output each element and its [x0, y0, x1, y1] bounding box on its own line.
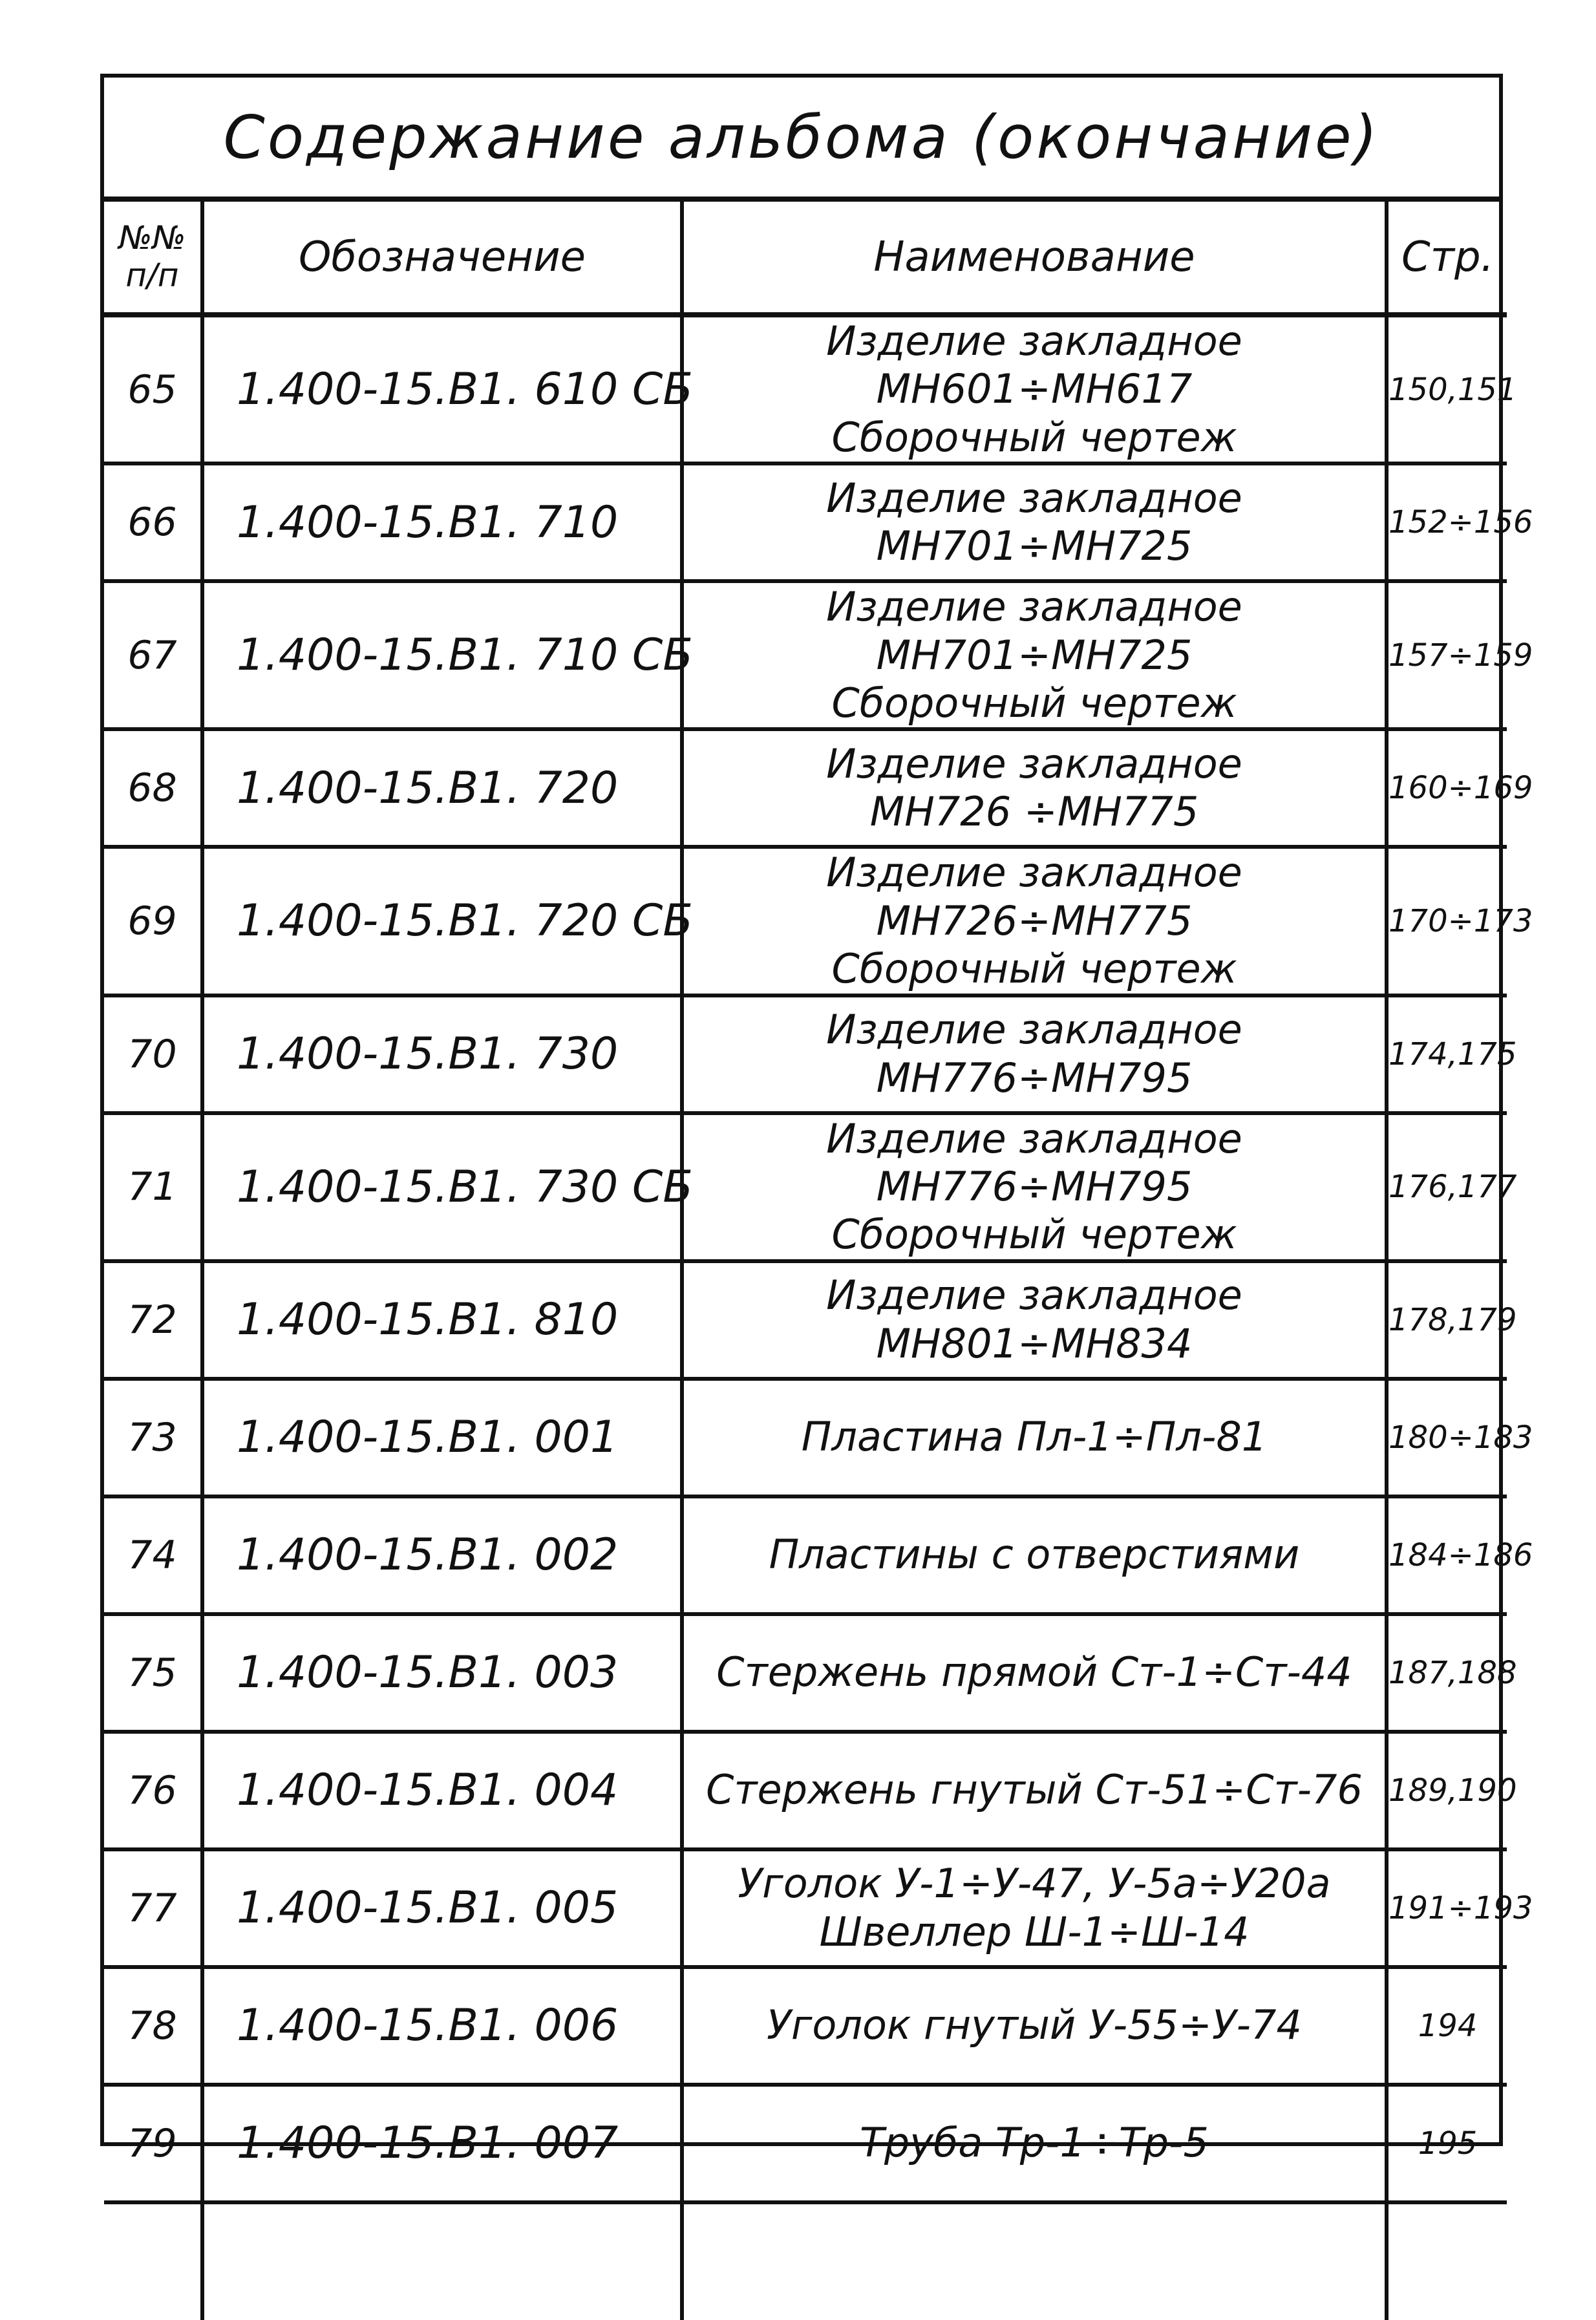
row-name-line: Труба Тр-1÷Тр-5	[860, 2119, 1209, 2167]
table-row	[104, 729, 1507, 847]
row-number: 78	[104, 1967, 202, 2085]
row-name-line: Сборочный чертеж	[831, 679, 1237, 727]
row-designation: 1.400-15.В1. 730	[202, 995, 682, 1113]
row-name-line: Пластина Пл-1÷Пл-81	[801, 1413, 1268, 1461]
row-number: 68	[104, 729, 202, 847]
row-number: 72	[104, 1261, 202, 1379]
row-designation: 1.400-15.В1. 810	[202, 1261, 682, 1379]
row-name-line: Изделие закладное	[826, 1272, 1242, 1319]
row-number: 79	[104, 2085, 202, 2202]
empty-cell	[682, 2202, 1387, 2320]
page-column-header: Стр.	[1387, 202, 1507, 315]
row-designation: 1.400-15.В1. 610 СБ	[202, 315, 682, 463]
row-name	[682, 1967, 1387, 2085]
row-designation: 1.400-15.В1. 710	[202, 463, 682, 581]
row-designation: 1.400-15.В1. 007	[202, 2085, 682, 2202]
row-name	[682, 847, 1387, 995]
table-row	[104, 2085, 1507, 2202]
row-page: 194	[1387, 1967, 1507, 2085]
row-name-line: Пластины с отверстиями	[769, 1531, 1300, 1579]
row-name-line: Уголок У-1÷У-47, У-5а÷У20а	[738, 1860, 1331, 1908]
empty-row	[104, 2202, 1507, 2320]
row-number: 76	[104, 1732, 202, 1849]
row-number: 75	[104, 1614, 202, 1732]
row-name	[682, 1849, 1387, 1967]
row-number: 66	[104, 463, 202, 581]
table-row	[104, 1496, 1507, 1614]
row-page: 150,151	[1387, 315, 1507, 463]
row-designation: 1.400-15.В1. 720 СБ	[202, 847, 682, 995]
table-row	[104, 1614, 1507, 1732]
table-row	[104, 847, 1507, 995]
row-page: 170÷173	[1387, 847, 1507, 995]
row-name	[682, 1261, 1387, 1379]
row-name-line: Сборочный чертеж	[831, 413, 1237, 461]
row-name-line: Стержень прямой Ст-1÷Ст-44	[716, 1648, 1352, 1696]
row-page: 189,190	[1387, 1732, 1507, 1849]
number-header-line1: №№	[118, 219, 186, 257]
row-name-line: Уголок гнутый У-55÷У-74	[767, 2001, 1302, 2049]
row-page: 187,188	[1387, 1614, 1507, 1732]
contents-table	[104, 202, 1533, 2320]
row-page: 195	[1387, 2085, 1507, 2202]
empty-cell	[202, 2202, 682, 2320]
number-header-line2: п/п	[125, 256, 179, 294]
row-name-line: Изделие закладное МН776÷МН795	[826, 1114, 1242, 1210]
row-name-line: МН801÷МН834	[876, 1319, 1193, 1367]
contents-sheet	[100, 74, 1533, 2169]
number-column-header	[104, 202, 202, 315]
row-name	[682, 463, 1387, 581]
row-page: 191÷193	[1387, 1849, 1507, 1967]
row-name-line: Изделие закладное	[826, 740, 1242, 787]
row-page: 178,179	[1387, 1261, 1507, 1379]
row-designation: 1.400-15.В1. 006	[202, 1967, 682, 2085]
empty-cell	[1387, 2202, 1507, 2320]
table-row	[104, 1967, 1507, 2085]
row-designation: 1.400-15.В1. 720	[202, 729, 682, 847]
row-number: 77	[104, 1849, 202, 1967]
row-page: 157÷159	[1387, 581, 1507, 729]
row-name-line: МН701÷МН725	[876, 522, 1193, 570]
row-name-line: Изделие закладное МН601÷МН617	[826, 317, 1242, 413]
row-page: 176,177	[1387, 1113, 1507, 1261]
row-name	[682, 1113, 1387, 1261]
designation-column-header: Обозначение	[202, 202, 682, 315]
row-name-line: Сборочный чертеж	[831, 1211, 1237, 1259]
row-designation: 1.400-15.В1. 001	[202, 1379, 682, 1496]
row-designation: 1.400-15.В1. 003	[202, 1614, 682, 1732]
row-page: 184÷186	[1387, 1496, 1507, 1614]
row-name	[682, 315, 1387, 463]
row-name-line: Стержень гнутый Ст-51÷Ст-76	[706, 1766, 1363, 1814]
table-row	[104, 581, 1507, 729]
row-designation: 1.400-15.В1. 730 СБ	[202, 1113, 682, 1261]
row-name	[682, 1379, 1387, 1496]
row-name	[682, 1496, 1387, 1614]
row-name-line: Изделие закладное МН726÷МН775	[826, 849, 1242, 944]
table-row	[104, 315, 1507, 463]
row-name-line: Сборочный чертеж	[831, 945, 1237, 993]
row-number: 65	[104, 315, 202, 463]
row-name-line: МН776÷МН795	[876, 1054, 1193, 1101]
row-name	[682, 1614, 1387, 1732]
empty-cell	[104, 2202, 202, 2320]
row-name-line: Изделие закладное	[826, 1006, 1242, 1054]
name-column-header: Наименование	[682, 202, 1387, 315]
row-number: 67	[104, 581, 202, 729]
page-title: Содержание альбома (окончание)	[104, 78, 1499, 202]
row-name	[682, 729, 1387, 847]
row-name	[682, 1732, 1387, 1849]
table-row	[104, 1113, 1507, 1261]
table-row	[104, 1379, 1507, 1496]
row-name-line: МН726 ÷МН775	[869, 788, 1199, 836]
row-number: 70	[104, 995, 202, 1113]
row-designation: 1.400-15.В1. 004	[202, 1732, 682, 1849]
row-page: 180÷183	[1387, 1379, 1507, 1496]
row-page: 152÷156	[1387, 463, 1507, 581]
row-name	[682, 995, 1387, 1113]
header-row	[104, 202, 1507, 315]
table-row	[104, 1261, 1507, 1379]
row-name-line: Изделие закладное МН701÷МН725	[826, 583, 1242, 679]
row-number: 74	[104, 1496, 202, 1614]
row-name-line: Швеллер Ш-1÷Ш-14	[819, 1908, 1250, 1955]
row-designation: 1.400-15.В1. 002	[202, 1496, 682, 1614]
row-name	[682, 581, 1387, 729]
table-row	[104, 995, 1507, 1113]
row-page: 160÷169	[1387, 729, 1507, 847]
row-designation: 1.400-15.В1. 710 СБ	[202, 581, 682, 729]
row-designation: 1.400-15.В1. 005	[202, 1849, 682, 1967]
row-number: 69	[104, 847, 202, 995]
table-row	[104, 1849, 1507, 1967]
table-row	[104, 463, 1507, 581]
row-page: 174,175	[1387, 995, 1507, 1113]
row-name	[682, 2085, 1387, 2202]
row-number: 73	[104, 1379, 202, 1496]
table-row	[104, 1732, 1507, 1849]
row-name-line: Изделие закладное	[826, 474, 1242, 522]
row-number: 71	[104, 1113, 202, 1261]
